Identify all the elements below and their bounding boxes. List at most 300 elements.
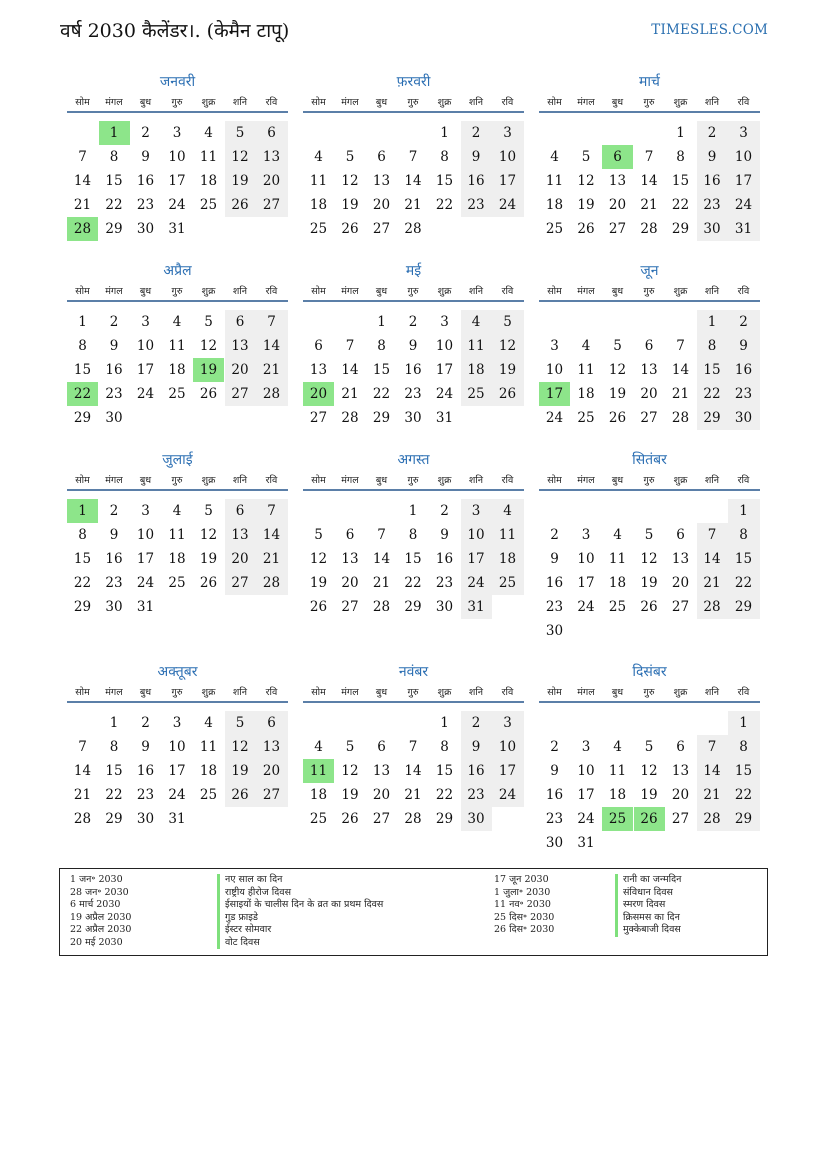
- weekday-label: शनि: [468, 286, 484, 297]
- day-cell: 10: [498, 149, 517, 165]
- day-cell: 12: [341, 763, 359, 779]
- day-cell: 7: [377, 527, 386, 543]
- day-cell: 19: [199, 551, 218, 567]
- day-cell: 31: [467, 599, 485, 615]
- weekday-label: बुध: [139, 97, 152, 108]
- weekday-label: सोम: [547, 97, 562, 108]
- day-cell: 7: [267, 503, 276, 519]
- day-cell: 3: [581, 527, 591, 543]
- weekday-header: [539, 473, 760, 491]
- weekday-label: बुध: [375, 286, 388, 297]
- day-cell: 11: [199, 739, 218, 755]
- day-cell: 2: [739, 314, 748, 330]
- day-cell: 18: [309, 197, 328, 213]
- weekday-label: बुध: [139, 475, 152, 486]
- day-cell: 12: [498, 338, 517, 354]
- legend-left-dates: [70, 874, 131, 949]
- day-cell: 25: [309, 221, 328, 237]
- day-cell: 8: [408, 527, 418, 543]
- month-name: अप्रैल: [163, 263, 192, 279]
- day-cell: 3: [141, 503, 150, 519]
- day-cell: 28: [671, 410, 690, 426]
- weekday-label: शुक्र: [201, 687, 216, 698]
- day-cell: 7: [408, 739, 418, 755]
- day-cell: 20: [231, 551, 249, 567]
- day-cell: 13: [671, 763, 690, 779]
- legend-left-names: [217, 874, 383, 949]
- day-cell: 6: [644, 338, 654, 354]
- day-cell: 29: [105, 221, 123, 237]
- day-cell: 27: [372, 221, 391, 237]
- day-cell: 23: [467, 197, 485, 213]
- weekday-label: सोम: [75, 475, 90, 486]
- day-cell: 27: [671, 599, 690, 615]
- weekday-label: रवि: [265, 286, 278, 297]
- weekday-label: शुक्र: [673, 97, 688, 108]
- day-cell: 8: [109, 149, 119, 165]
- day-cell: 2: [471, 125, 481, 141]
- day-cell: 9: [707, 149, 717, 165]
- day-cell: 22: [105, 787, 123, 803]
- day-cell: 11: [608, 763, 627, 779]
- day-cell: 13: [640, 362, 658, 378]
- day-cell: 8: [676, 149, 685, 165]
- weekday-label: शनि: [232, 475, 248, 486]
- weekday-header: [303, 473, 524, 491]
- day-cell: 1: [676, 125, 685, 141]
- day-cell: 5: [613, 338, 622, 354]
- day-cell: 12: [608, 362, 627, 378]
- day-cell: 19: [341, 197, 359, 213]
- legend-date: 20 मई 2030: [70, 936, 123, 948]
- day-cell: 8: [78, 527, 87, 543]
- day-cell: 30: [136, 811, 155, 827]
- day-cell: 23: [105, 386, 123, 402]
- weekday-header: [67, 685, 288, 703]
- day-cell: 26: [309, 599, 328, 615]
- site-link[interactable]: TIMESLES.COM: [651, 22, 768, 38]
- day-cell: 20: [671, 787, 690, 803]
- weekday-label: शनि: [704, 475, 720, 486]
- day-cell: 29: [734, 599, 753, 615]
- day-cell: 2: [707, 125, 717, 141]
- day-cell: 3: [471, 503, 481, 519]
- day-cell: 13: [231, 527, 249, 543]
- weekday-label: शनि: [232, 687, 248, 698]
- weekday-label: गुरु: [643, 687, 655, 698]
- day-cell: 31: [734, 221, 753, 237]
- day-cell: 15: [703, 362, 721, 378]
- day-cell: 1: [440, 715, 449, 731]
- legend-holiday-name: मुक्केबाजी दिवस: [615, 924, 681, 937]
- day-cell: 20: [640, 386, 658, 402]
- day-cell: 23: [404, 386, 422, 402]
- month-block: [539, 261, 760, 451]
- day-cell: 15: [435, 763, 454, 779]
- holiday-day-cell: 6: [602, 145, 633, 169]
- day-cell: 16: [734, 362, 753, 378]
- month-block: [303, 72, 524, 262]
- day-cell: 24: [168, 197, 186, 213]
- legend-holiday-name: राष्ट्रीय हीरोज दिवस: [217, 887, 383, 900]
- day-cell: 7: [408, 149, 418, 165]
- day-cell: 18: [545, 197, 564, 213]
- day-cell: 12: [341, 173, 359, 189]
- day-cell: 1: [707, 314, 717, 330]
- day-cell: 29: [73, 410, 92, 426]
- day-cell: 23: [545, 811, 564, 827]
- day-cell: 20: [671, 575, 690, 591]
- legend-holiday-name: संविधान दिवस: [615, 887, 681, 900]
- day-cell: 10: [467, 527, 485, 543]
- legend-holiday-name: ईसाइयों के चालीस दिन के व्रत का प्रथम दिवस: [217, 899, 383, 912]
- day-cell: 15: [372, 362, 391, 378]
- holiday-day-cell: 1: [99, 121, 130, 145]
- day-cell: 3: [141, 314, 150, 330]
- weekday-label: सोम: [547, 687, 562, 698]
- day-cell: 1: [739, 503, 748, 519]
- day-cell: 28: [372, 599, 391, 615]
- day-cell: 9: [471, 149, 481, 165]
- day-cell: 30: [136, 221, 155, 237]
- day-cell: 5: [204, 314, 213, 330]
- day-cell: 13: [671, 551, 690, 567]
- day-cell: 17: [467, 551, 485, 567]
- day-cell: 17: [577, 575, 595, 591]
- weekday-label: रवि: [501, 97, 514, 108]
- legend-holiday-name: वोट दिवस: [217, 937, 383, 950]
- month-block: [303, 450, 524, 640]
- day-cell: 14: [341, 362, 359, 378]
- weekday-header: [67, 473, 288, 491]
- weekday-label: सोम: [311, 286, 326, 297]
- day-cell: 29: [671, 221, 690, 237]
- day-cell: 9: [440, 527, 449, 543]
- weekday-label: मंगल: [341, 475, 359, 486]
- day-cell: 3: [503, 125, 512, 141]
- day-cell: 23: [734, 386, 753, 402]
- day-cell: 14: [404, 173, 422, 189]
- day-cell: 16: [404, 362, 422, 378]
- weekday-label: गुरु: [643, 475, 655, 486]
- weekday-label: रवि: [265, 687, 278, 698]
- day-cell: 28: [262, 386, 281, 402]
- weekday-label: मंगल: [341, 97, 359, 108]
- day-cell: 18: [168, 551, 186, 567]
- day-cell: 21: [73, 197, 92, 213]
- day-cell: 19: [577, 197, 595, 213]
- day-cell: 17: [136, 362, 155, 378]
- day-cell: 7: [267, 314, 276, 330]
- day-cell: 22: [734, 787, 753, 803]
- month-block: [67, 662, 288, 852]
- weekday-header: [539, 685, 760, 703]
- day-cell: 28: [404, 221, 422, 237]
- day-cell: 23: [136, 197, 155, 213]
- day-cell: 24: [168, 787, 186, 803]
- weekday-label: बुध: [611, 97, 624, 108]
- day-cell: 4: [204, 715, 213, 731]
- day-cell: 22: [73, 575, 92, 591]
- holiday-day-cell: 26: [634, 807, 665, 831]
- day-cell: 30: [734, 410, 753, 426]
- weekday-label: बुध: [139, 687, 152, 698]
- day-cell: 5: [581, 149, 591, 165]
- day-cell: 2: [141, 125, 150, 141]
- day-cell: 1: [739, 715, 748, 731]
- day-cell: 30: [105, 599, 123, 615]
- day-cell: 6: [235, 314, 245, 330]
- day-cell: 30: [404, 410, 422, 426]
- legend-date: 22 अप्रैल 2030: [70, 924, 132, 935]
- day-cell: 16: [703, 173, 721, 189]
- legend-date: 25 दिस॰ 2030: [494, 911, 555, 923]
- day-cell: 26: [199, 575, 218, 591]
- weekday-header: [539, 284, 760, 302]
- month-name: नवंबर: [398, 664, 429, 680]
- day-cell: 3: [172, 125, 182, 141]
- page-title: वर्ष 2030 कैलेंडर।. (केमैन टापू): [60, 20, 290, 42]
- day-cell: 23: [136, 787, 155, 803]
- day-cell: 6: [235, 503, 245, 519]
- legend-holiday-name: स्मरण दिवस: [615, 899, 681, 912]
- day-cell: 24: [136, 386, 155, 402]
- day-cell: 9: [408, 338, 418, 354]
- day-cell: 22: [734, 575, 753, 591]
- month-block: [67, 261, 288, 451]
- day-cell: 20: [262, 763, 281, 779]
- month-name: मई: [405, 263, 422, 279]
- weekday-label: मंगल: [105, 286, 123, 297]
- day-cell: 28: [703, 811, 721, 827]
- day-cell: 18: [577, 386, 595, 402]
- day-cell: 19: [608, 386, 627, 402]
- day-cell: 26: [608, 410, 627, 426]
- day-cell: 14: [73, 763, 92, 779]
- day-cell: 24: [467, 575, 485, 591]
- weekday-header: [67, 284, 288, 302]
- weekday-label: शनि: [704, 286, 720, 297]
- weekday-label: मंगल: [105, 97, 123, 108]
- day-cell: 23: [703, 197, 721, 213]
- day-cell: 26: [231, 787, 249, 803]
- month-name: मार्च: [639, 74, 660, 90]
- day-cell: 13: [262, 739, 281, 755]
- day-cell: 26: [498, 386, 517, 402]
- day-cell: 25: [467, 386, 485, 402]
- legend-holiday-name: रानी का जन्मदिन: [615, 874, 681, 887]
- weekday-label: सोम: [311, 97, 326, 108]
- day-cell: 10: [734, 149, 753, 165]
- day-cell: 19: [341, 787, 359, 803]
- weekday-label: सोम: [75, 97, 90, 108]
- day-cell: 5: [503, 314, 512, 330]
- day-cell: 9: [550, 551, 559, 567]
- day-cell: 27: [608, 221, 627, 237]
- day-cell: 28: [703, 599, 721, 615]
- month-name: जून: [640, 263, 659, 279]
- weekday-label: शनि: [232, 97, 248, 108]
- day-cell: 28: [341, 410, 359, 426]
- day-cell: 18: [467, 362, 485, 378]
- day-cell: 6: [314, 338, 323, 354]
- day-cell: 3: [503, 715, 512, 731]
- legend-right-dates: [494, 874, 554, 937]
- legend-date: 1 जुला॰ 2030: [494, 886, 551, 898]
- day-cell: 16: [467, 173, 485, 189]
- day-cell: 30: [435, 599, 454, 615]
- weekday-label: शुक्र: [437, 97, 452, 108]
- day-cell: 5: [235, 715, 245, 731]
- day-cell: 27: [671, 811, 690, 827]
- day-cell: 29: [703, 410, 721, 426]
- day-cell: 15: [734, 551, 753, 567]
- day-cell: 29: [73, 599, 92, 615]
- day-cell: 4: [503, 503, 512, 519]
- day-cell: 8: [78, 338, 87, 354]
- day-cell: 14: [703, 551, 721, 567]
- day-cell: 26: [640, 599, 658, 615]
- day-cell: 4: [550, 149, 559, 165]
- day-cell: 17: [435, 362, 454, 378]
- day-cell: 16: [545, 575, 564, 591]
- day-cell: 2: [408, 314, 418, 330]
- day-cell: 16: [136, 763, 155, 779]
- weekday-label: गुरु: [171, 286, 183, 297]
- day-cell: 14: [640, 173, 658, 189]
- weekday-label: मंगल: [577, 97, 595, 108]
- day-cell: 28: [73, 811, 92, 827]
- day-cell: 12: [231, 739, 249, 755]
- legend-date: 11 नव॰ 2030: [494, 899, 551, 910]
- day-cell: 31: [168, 811, 186, 827]
- day-cell: 24: [435, 386, 454, 402]
- day-cell: 27: [341, 599, 359, 615]
- weekday-label: गुरु: [407, 286, 419, 297]
- day-cell: 8: [739, 739, 748, 755]
- weekday-label: सोम: [547, 286, 562, 297]
- day-cell: 13: [231, 338, 249, 354]
- month-name: फ़रवरी: [396, 74, 431, 90]
- day-cell: 10: [435, 338, 454, 354]
- day-cell: 5: [235, 125, 245, 141]
- day-cell: 9: [739, 338, 748, 354]
- day-cell: 29: [435, 811, 454, 827]
- day-cell: 21: [703, 787, 721, 803]
- day-cell: 15: [404, 551, 422, 567]
- day-cell: 12: [199, 338, 218, 354]
- weekday-label: बुध: [375, 97, 388, 108]
- weekday-label: मंगल: [577, 687, 595, 698]
- weekday-label: सोम: [311, 687, 326, 698]
- day-cell: 7: [644, 149, 654, 165]
- day-cell: 25: [199, 787, 218, 803]
- weekday-label: बुध: [611, 475, 624, 486]
- day-cell: 24: [577, 599, 595, 615]
- day-cell: 10: [136, 527, 155, 543]
- day-cell: 20: [372, 197, 391, 213]
- day-cell: 19: [640, 787, 658, 803]
- holiday-day-cell: 19: [193, 358, 224, 382]
- day-cell: 16: [105, 362, 123, 378]
- weekday-label: गुरु: [171, 687, 183, 698]
- day-cell: 15: [73, 551, 92, 567]
- day-cell: 13: [372, 173, 391, 189]
- weekday-label: शुक्र: [673, 475, 688, 486]
- day-cell: 5: [204, 503, 213, 519]
- day-cell: 18: [608, 787, 627, 803]
- weekday-label: शनि: [468, 97, 484, 108]
- weekday-header: [303, 685, 524, 703]
- day-cell: 24: [498, 197, 517, 213]
- day-cell: 3: [581, 739, 591, 755]
- day-cell: 24: [577, 811, 595, 827]
- legend-date: 26 दिस॰ 2030: [494, 924, 555, 935]
- legend-holiday-name: क्रिसमस का दिन: [615, 912, 681, 925]
- day-cell: 6: [267, 715, 276, 731]
- weekday-label: मंगल: [105, 475, 123, 486]
- day-cell: 2: [550, 739, 559, 755]
- day-cell: 4: [314, 739, 323, 755]
- day-cell: 7: [78, 739, 87, 755]
- day-cell: 27: [262, 787, 281, 803]
- day-cell: 4: [314, 149, 323, 165]
- day-cell: 17: [168, 763, 186, 779]
- month-name: दिसंबर: [632, 664, 667, 680]
- day-cell: 21: [671, 386, 690, 402]
- day-cell: 18: [199, 173, 218, 189]
- day-cell: 25: [168, 575, 186, 591]
- day-cell: 7: [78, 149, 87, 165]
- day-cell: 17: [577, 787, 595, 803]
- holiday-day-cell: 17: [539, 382, 570, 406]
- day-cell: 19: [498, 362, 517, 378]
- day-cell: 14: [372, 551, 391, 567]
- day-cell: 9: [141, 149, 150, 165]
- weekday-label: शुक्र: [673, 286, 688, 297]
- day-cell: 6: [377, 739, 386, 755]
- day-cell: 22: [671, 197, 690, 213]
- weekday-label: शुक्र: [437, 687, 452, 698]
- day-cell: 21: [262, 551, 281, 567]
- day-cell: 18: [608, 575, 627, 591]
- weekday-label: रवि: [737, 286, 750, 297]
- day-cell: 12: [309, 551, 328, 567]
- day-cell: 14: [671, 362, 690, 378]
- day-cell: 22: [703, 386, 721, 402]
- day-cell: 23: [435, 575, 454, 591]
- day-cell: 3: [440, 314, 449, 330]
- day-cell: 27: [640, 410, 658, 426]
- weekday-label: गुरु: [643, 97, 655, 108]
- day-cell: 11: [545, 173, 564, 189]
- legend-holiday-name: नए साल का दिन: [217, 874, 383, 887]
- day-cell: 13: [341, 551, 359, 567]
- day-cell: 25: [498, 575, 517, 591]
- day-cell: 12: [577, 173, 595, 189]
- weekday-label: शनि: [704, 687, 720, 698]
- weekday-label: मंगल: [341, 687, 359, 698]
- day-cell: 1: [109, 715, 119, 731]
- day-cell: 27: [262, 197, 281, 213]
- day-cell: 10: [545, 362, 564, 378]
- day-cell: 14: [262, 527, 281, 543]
- day-cell: 22: [404, 575, 422, 591]
- day-cell: 19: [231, 173, 249, 189]
- day-cell: 8: [109, 739, 119, 755]
- day-cell: 5: [345, 739, 355, 755]
- day-cell: 9: [109, 338, 119, 354]
